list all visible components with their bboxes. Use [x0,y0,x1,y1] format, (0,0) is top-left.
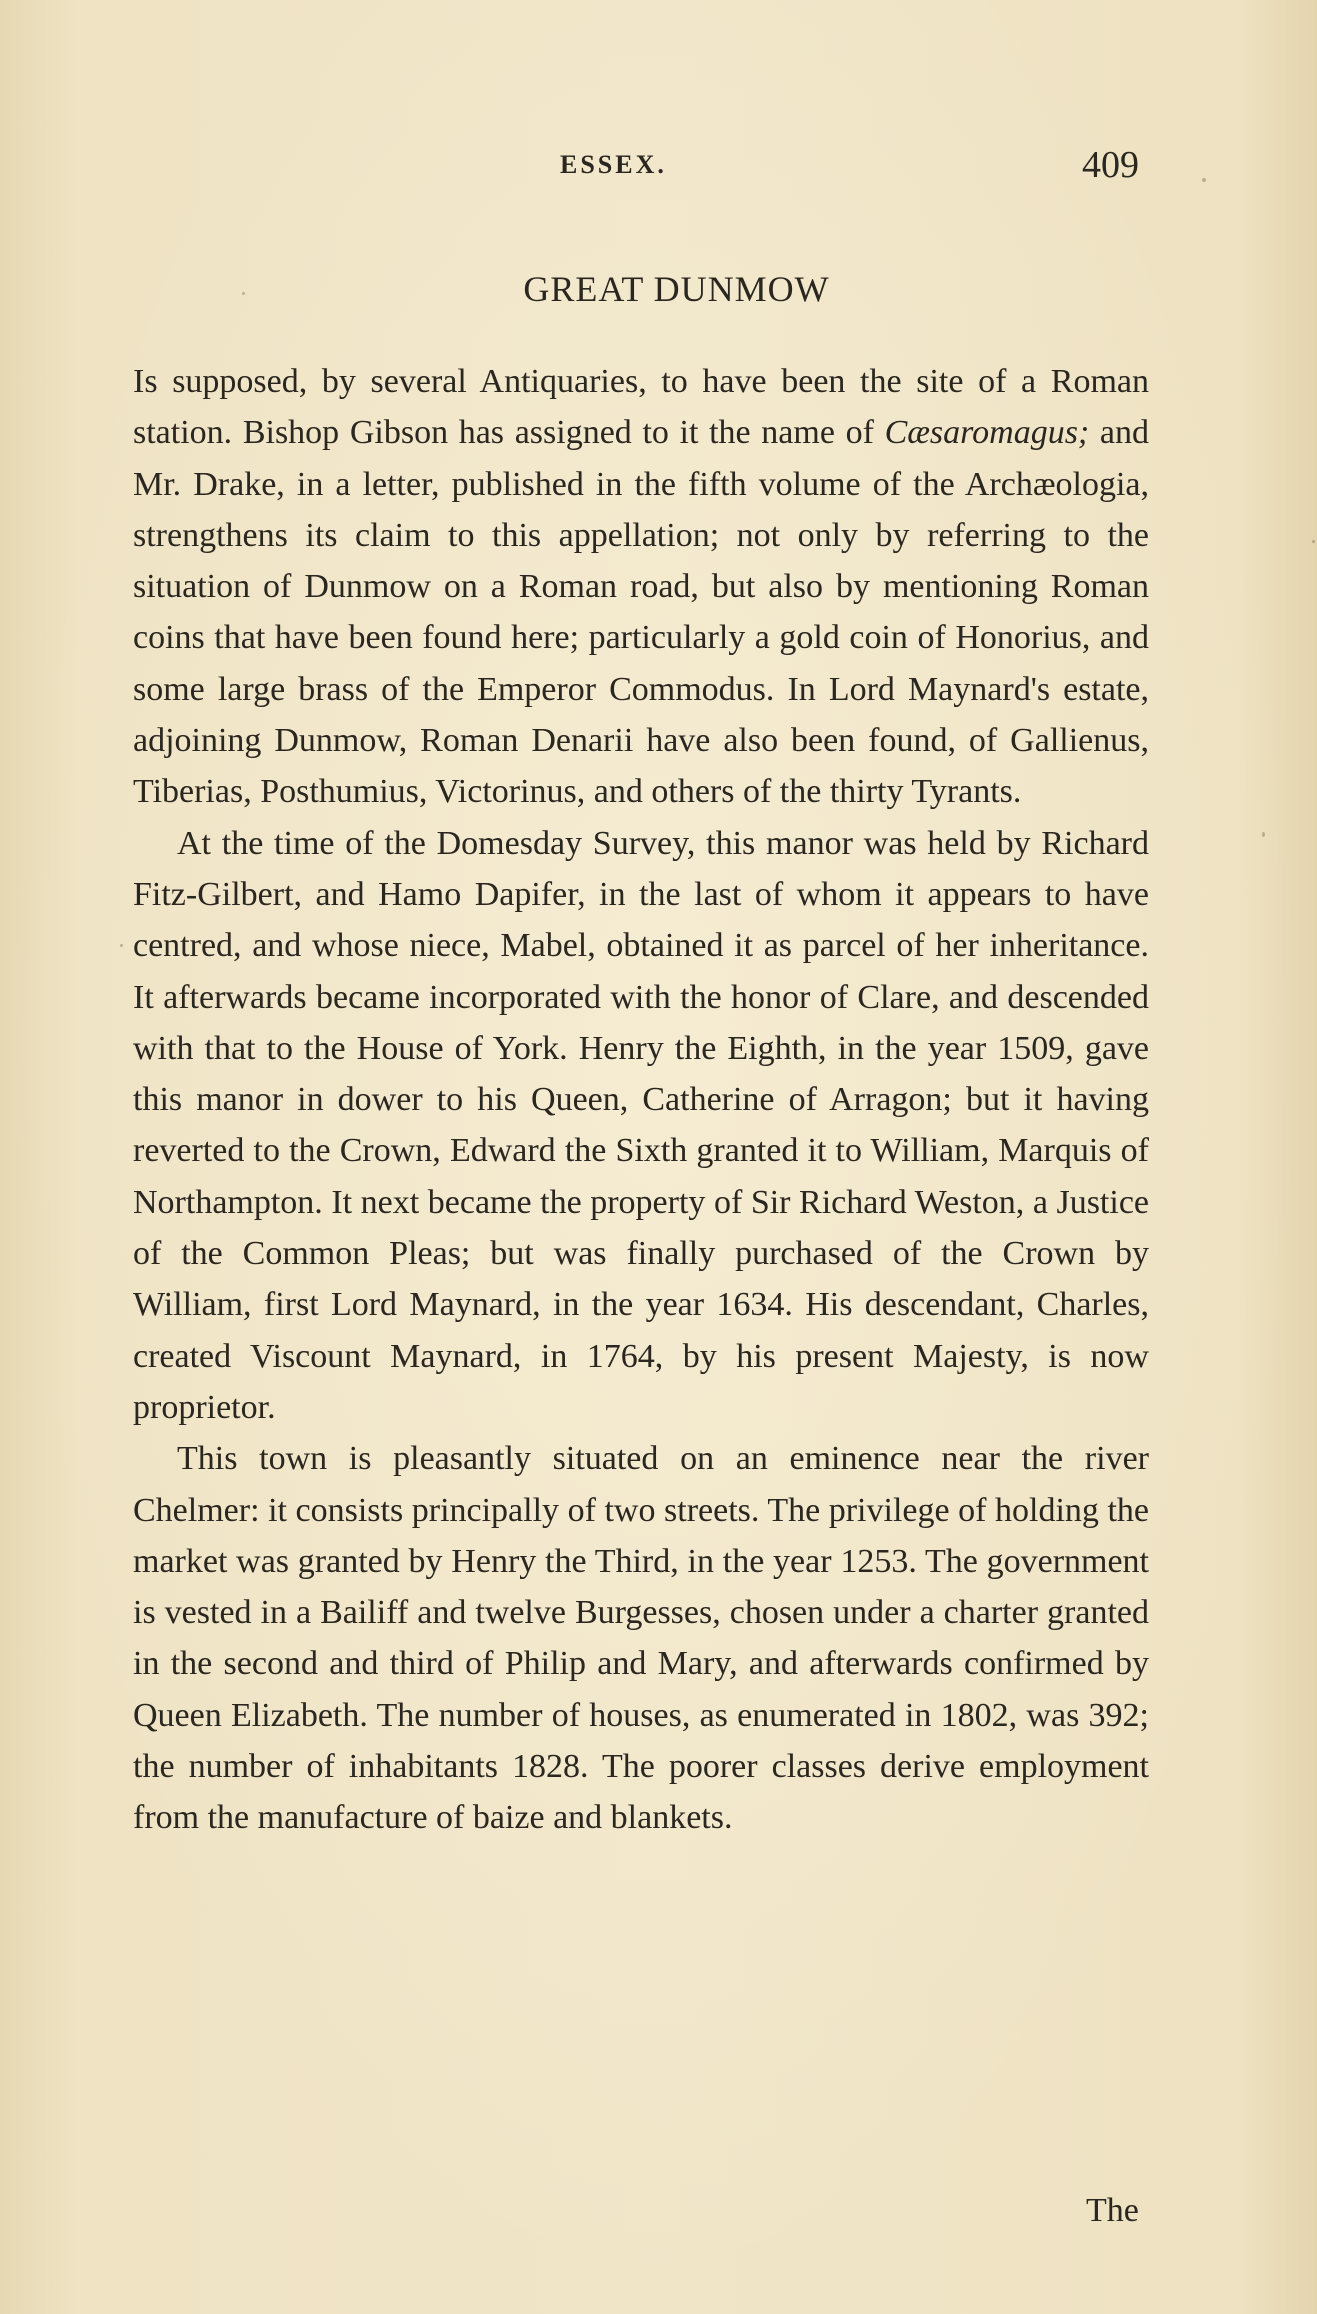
paragraph-3: This town is pleasantly situated on an eminence near the river Chelmer: it consists principally of two streets. The privilege of holding the market was granted by Henry the Third, in the year 1253. The government is vested in a Bailiff and twelve Burgesses, chosen under a charter granted in the second and third of Philip and Mary, and afterwards confirmed by Queen Elizabeth. The number of houses, as enumerated in 1802, was 392; the number of inhabitants 1828. The poorer classes derive employment from the manufacture of baize and blankets. [133,1440,1149,1837]
paragraph-1 [133,356,1149,818]
page-number: 409 [1082,144,1139,186]
paper-speck [120,944,123,947]
paragraph-2: At the time of the Domesday Survey, this manor was held by Richard Fitz-Gilbert, and Hamo Dapifer, in the last of whom it appears to have centred, and whose niece, Mabel, obtained it as parcel of her inheritance. It afterwards became incorporated with the honor of Clare, and descended with that to the House of York. Henry the Eighth, in the year 1509, gave this manor in dower to his Queen, Catherine of Arragon; but it having reverted to the Crown, Edward the Sixth granted it to William, Marquis of Northampton. It next became the property of Sir Richard Weston, a Justice of the Common Pleas; but was finally purchased of the Crown by William, first Lord Maynard, in the year 1634. His descendant, Charles, created Viscount Maynard, in 1764, by his present Majesty, is now proprietor. [133,824,1149,1426]
paper-speck [1312,540,1315,543]
catchword: The [1086,2192,1139,2229]
paper-speck [1202,178,1206,182]
paragraph-1-rest: and Mr. Drake, in a letter, published in the fifth volume of the Archæologia, strengthens its claim to this appellation; not only by referring to the situation of Dunmow on a Roman road, but also by mentioning Roman coins that have been found here; particularly a gold coin of Honorius, and some large brass of the Emperor Commodus. In Lord Maynard's estate, adjoining Dunmow, Roman Denarii have also been found, of Gallienus, Tiberias, Posthumius, Victorinus, and others of the thirty Tyrants. [133,414,1149,811]
paper-speck [1262,832,1265,837]
paragraph-1-lead: Is supposed, by several Antiquaries, to have been the site of a Roman station. Bishop Gibson has assigned to it the name of [133,363,1149,452]
running-head: ESSEX. [560,150,667,179]
paper-speck [242,292,245,295]
paragraph-1-italic-term: Cæsaromagus; [884,414,1090,452]
body-text [133,356,1149,1844]
section-title: GREAT DUNMOW [523,269,830,309]
